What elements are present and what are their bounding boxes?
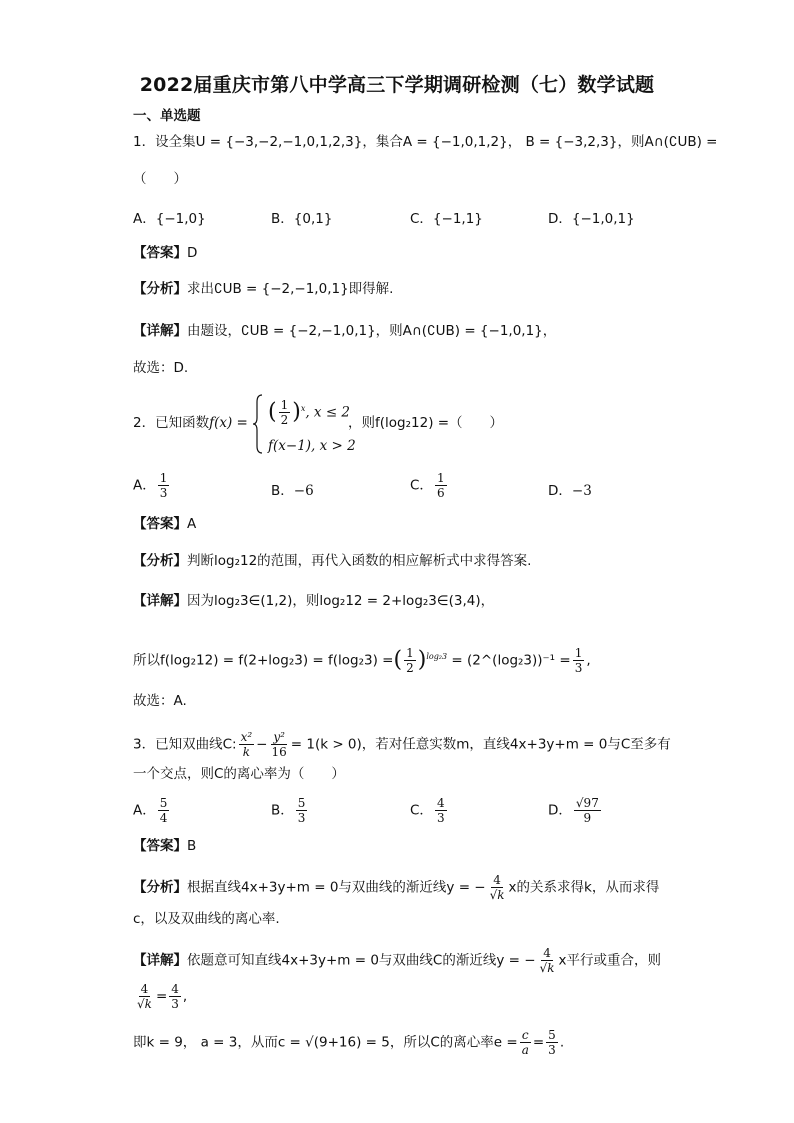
q1-detail: 由题设，∁UB = {−2,−1,0,1}，则A∩(∁UB) = {−1,0,1}， bbox=[187, 323, 557, 339]
q3-stem-c: 一个交点，则C的离心率为（ ） bbox=[133, 766, 345, 782]
q3-equation-line: $\frac{4}{√k}$ = $\frac{4}{3}$ , bbox=[137, 982, 188, 1011]
q2-calc-a: 所以f(log₂12) = f(2+log₂3) = f(log₂3) = bbox=[133, 652, 394, 669]
q2-case-1: ( $\frac{1}{2}$ )$^x$, x ≤ 2 bbox=[268, 398, 351, 427]
option-letter: A． bbox=[133, 477, 156, 494]
ca-fraction: $\frac{c}{a}$ bbox=[521, 1028, 529, 1057]
q2-detail-line bbox=[133, 592, 494, 610]
q2-calc-b: = (2^(log₂3))⁻¹ = bbox=[451, 652, 571, 669]
y216-fraction: $\frac{\text{y²}}{16}$ bbox=[271, 730, 287, 759]
option-letter: D． bbox=[548, 483, 572, 499]
q2-c-fraction: $\frac{1}{6}$ bbox=[436, 471, 445, 500]
q1-answer: D bbox=[187, 245, 198, 261]
x2k-fraction: $\frac{\text{x²}}{k}$ bbox=[240, 730, 253, 759]
q2-prefix-text: 2．已知函数 bbox=[133, 415, 210, 431]
q3-option-c bbox=[410, 796, 449, 825]
lhs-fraction: $\frac{4}{√k}$ bbox=[137, 982, 152, 1011]
q2-option-a bbox=[133, 471, 171, 500]
analysis-tag: 【分析】 bbox=[133, 281, 187, 297]
section-heading: 一、单选题 bbox=[133, 108, 201, 124]
q2-option-b bbox=[271, 479, 314, 499]
q3-b-num: 5 bbox=[297, 796, 306, 810]
q3-a-num: 5 bbox=[159, 796, 168, 810]
q3-option-b bbox=[271, 796, 309, 825]
q2-function-name: f(x) = bbox=[209, 415, 248, 431]
q2-option-d bbox=[548, 479, 592, 499]
q1-conclusion: 故选：D. bbox=[133, 360, 189, 376]
q3-d-fraction bbox=[574, 796, 601, 825]
detail-tag: 【详解】 bbox=[133, 952, 187, 969]
q1-option-d: D．{−1,0,1} bbox=[548, 211, 635, 227]
q3-c-num: 4 bbox=[436, 796, 445, 810]
page-title: 2022届重庆市第八中学高三下学期调研检测（七）数学试题 bbox=[139, 74, 655, 96]
option-letter: C． bbox=[410, 477, 433, 494]
q2-a-fraction: $\frac{1}{3}$ bbox=[159, 471, 168, 500]
q3-detail-line bbox=[133, 946, 661, 975]
q2-option-c bbox=[410, 471, 449, 500]
option-letter: A． bbox=[133, 802, 156, 819]
q2-calc-line: 所以f(log₂12) = f(2+log₂3) = f(log₂3) =( $\frac{1}{2}$ )$^{log_23}$ = (2^(log₂3))⁻¹ = $\frac{1}{3}$ , bbox=[133, 646, 591, 675]
q3-b-den: 3 bbox=[297, 811, 306, 825]
q2-answer: A bbox=[187, 516, 197, 532]
q3-stem-b: = 1(k > 0)，若对任意实数m，直线4x+3y+m = 0与C至多有 bbox=[290, 736, 671, 753]
detail-tag: 【详解】 bbox=[133, 323, 187, 339]
q3-d-den: 9 bbox=[583, 811, 592, 825]
asymptote-fraction: $\frac{4}{√k}$ bbox=[489, 873, 505, 902]
q2-conclusion: 故选：A. bbox=[133, 693, 187, 709]
q2-suffix: ，则f(log₂12) =（ ） bbox=[348, 415, 504, 431]
asymptote-fraction-2: $\frac{4}{√k}$ bbox=[539, 946, 555, 975]
q3-answer-line bbox=[133, 837, 196, 855]
q3-stem-a: 3．已知双曲线C: bbox=[133, 736, 237, 753]
q3-detail-b: x平行或重合，则 bbox=[558, 952, 661, 969]
q2-case-1-cond: , x ≤ 2 bbox=[305, 404, 351, 421]
rhs-fraction: $\frac{4}{3}$ bbox=[171, 982, 179, 1011]
analysis-tag: 【分析】 bbox=[133, 553, 187, 569]
q2-result-fraction: $\frac{1}{3}$ bbox=[574, 646, 583, 675]
q1-stem: 1．设全集U = {−3,−2,−1,0,1,2,3}，集合A = {−1,0,1,2}， B = {−3,2,3}，则A∩(∁UB) = bbox=[133, 134, 718, 150]
q3-analysis-line bbox=[133, 873, 659, 902]
answer-tag: 【答案】 bbox=[133, 245, 187, 261]
q3-stem-line: 3．已知双曲线C: $\frac{\text{x²}}{k}$ − $\frac{\text{y²}}{16}$ = 1(k > 0)，若对任意实数m，直线4x+3y+m = 0与C至多有 bbox=[133, 730, 671, 759]
q2-analysis-line bbox=[133, 552, 531, 570]
q3-a-den: 4 bbox=[159, 811, 168, 825]
q1-detail-line bbox=[133, 322, 556, 340]
q3-analysis-b: x的关系求得k，从而求得 bbox=[508, 879, 660, 896]
option-letter: B． bbox=[271, 802, 294, 819]
q1-answer-line bbox=[133, 244, 197, 262]
option-letter: B． bbox=[271, 483, 294, 499]
q3-answer: B bbox=[187, 838, 197, 854]
q3-c-den: 3 bbox=[436, 811, 445, 825]
q2-case-2: f(x−1), x > 2 bbox=[268, 438, 356, 454]
q1-option-c: C．{−1,1} bbox=[410, 211, 483, 227]
detail-tag: 【详解】 bbox=[133, 593, 187, 609]
option-letter: D． bbox=[548, 802, 572, 819]
answer-tag: 【答案】 bbox=[133, 838, 187, 854]
q2-analysis: 判断log₂12的范围，再代入函数的相应解析式中求得答案. bbox=[187, 553, 532, 569]
q3-option-d bbox=[548, 796, 603, 825]
q3-c-fraction bbox=[435, 796, 447, 825]
q3-option-a bbox=[133, 796, 171, 825]
q3-detail-a: 依题意可知直线4x+3y+m = 0与双曲线C的渐近线y = − bbox=[187, 952, 536, 969]
q1-option-a: A．{−1,0} bbox=[133, 211, 206, 227]
q1-analysis: 求出∁UB = {−2,−1,0,1}即得解. bbox=[187, 281, 394, 297]
answer-tag: 【答案】 bbox=[133, 516, 187, 532]
q3-detail-d: . bbox=[559, 1034, 565, 1051]
q1-blank: （ ） bbox=[133, 171, 187, 187]
q3-d-num: √97 bbox=[575, 796, 599, 810]
option-letter: C． bbox=[410, 802, 433, 819]
q3-a-fraction bbox=[158, 796, 170, 825]
q3-analysis-a: 根据直线4x+3y+m = 0与双曲线的渐近线y = − bbox=[187, 879, 486, 896]
q1-analysis-line bbox=[133, 280, 393, 298]
q3-analysis-c: c，以及双曲线的离心率. bbox=[133, 911, 280, 927]
analysis-tag: 【分析】 bbox=[133, 879, 187, 896]
q3-final-line: 即k = 9， a = 3，从而c = √(9+16) = 5，所以C的离心率e = $\frac{c}{a}$ = $\frac{5}{3}$ . bbox=[133, 1028, 565, 1057]
q2-b-value: −6 bbox=[293, 483, 314, 499]
half-fraction-2: $\frac{1}{2}$ bbox=[406, 646, 414, 675]
q2-answer-line bbox=[133, 515, 196, 533]
q3-detail-c: 即k = 9， a = 3，从而c = √(9+16) = 5，所以C的离心率e = bbox=[133, 1034, 518, 1051]
q2-detail: 因为log₂3∈(1,2)，则log₂12 = 2+log₂3∈(3,4)， bbox=[187, 593, 495, 609]
q3-b-fraction bbox=[296, 796, 308, 825]
half-fraction: $\frac{1}{2}$ bbox=[280, 398, 289, 427]
q2-prefix bbox=[133, 414, 248, 432]
q1-option-b: B．{0,1} bbox=[271, 211, 333, 227]
e-fraction: $\frac{5}{3}$ bbox=[548, 1028, 556, 1057]
q2-d-value: −3 bbox=[571, 483, 592, 499]
piecewise-brace bbox=[253, 394, 263, 454]
